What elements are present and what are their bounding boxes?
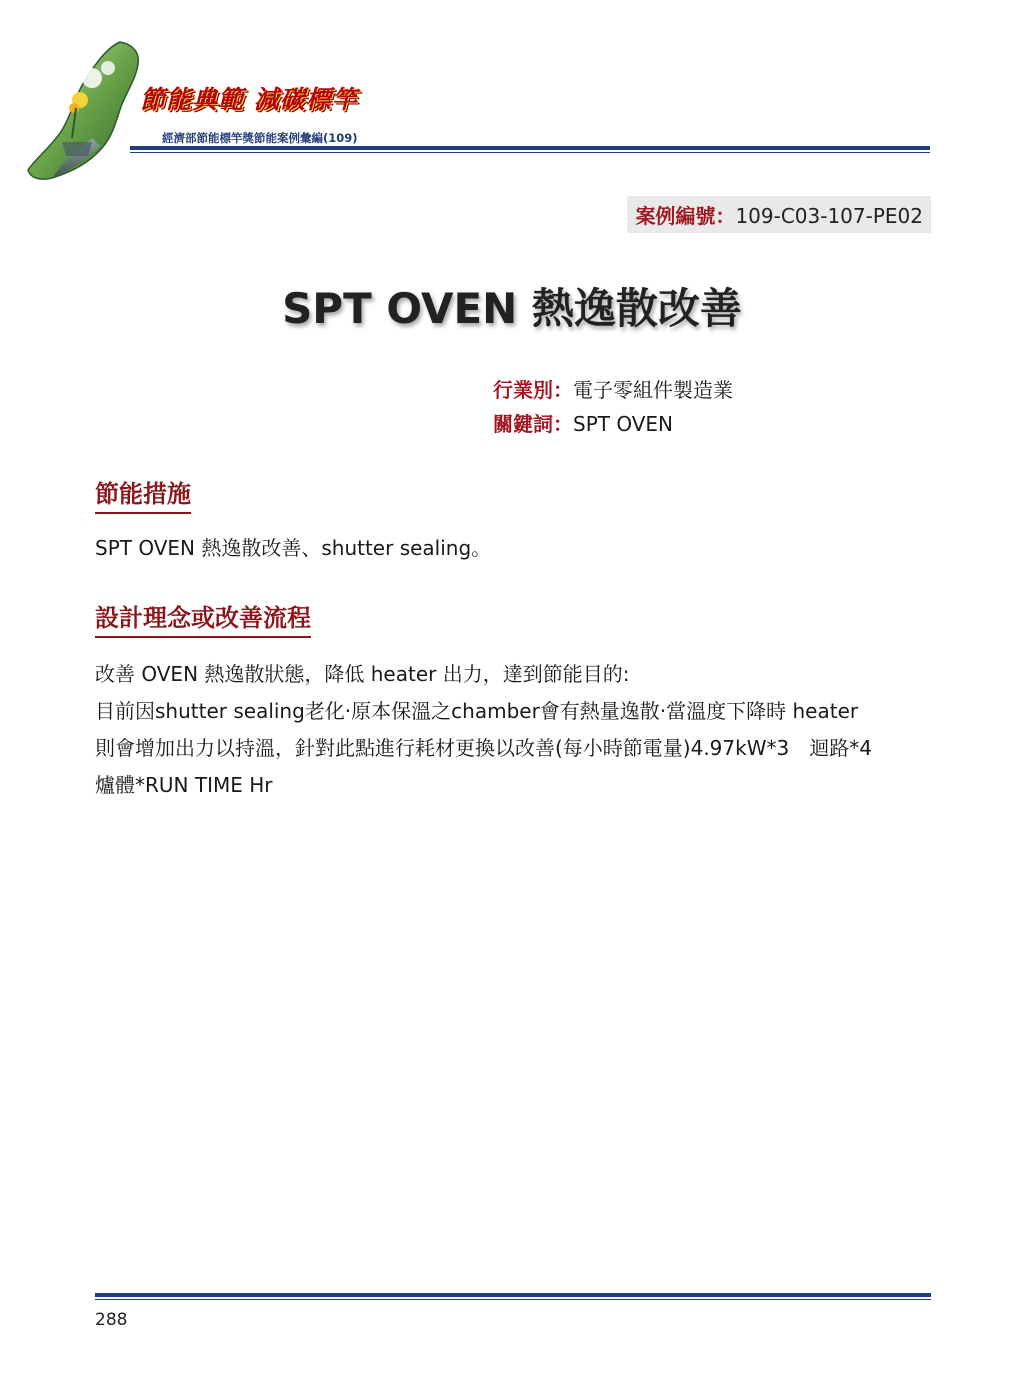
case-number-box	[627, 196, 931, 233]
design-line: 目前因shutter sealing老化‧原本保溫之chamber會有熱量逸散‧當溫度下降時 heater	[95, 699, 859, 723]
industry-value: 電子零組件製造業	[573, 378, 733, 402]
design-line: 爐體*RUN TIME Hr	[95, 773, 273, 797]
page-title: SPT OVEN 熱逸散改善	[282, 284, 742, 333]
measures-heading: 節能措施	[95, 474, 191, 514]
case-number-value: 109-C03-107-PE02	[735, 204, 923, 228]
keyword-value: SPT OVEN	[573, 412, 673, 436]
brand-subtitle: 經濟部節能標竿獎節能案例彙編(109)	[162, 131, 358, 145]
industry-row	[493, 374, 733, 403]
header-rule	[130, 146, 930, 150]
design-body	[95, 656, 931, 804]
footer-rule-thin	[95, 1299, 931, 1300]
footer-rule	[95, 1293, 931, 1297]
case-number-label: 案例編號：	[635, 204, 736, 228]
industry-label: 行業別：	[493, 378, 573, 402]
keyword-label: 關鍵詞：	[493, 412, 573, 436]
header-rule-thin	[130, 152, 930, 153]
brand-title: 節能典範 減碳標竿	[140, 85, 358, 114]
design-line: 改善 OVEN 熱逸散狀態，降低 heater 出力，達到節能目的:	[95, 662, 630, 686]
measures-text: SPT OVEN 熱逸散改善、shutter sealing。	[95, 536, 492, 560]
design-line: 則會增加出力以持溫，針對此點進行耗材更換以改善(每小時節電量)4.97kW*3 迴路*4	[95, 736, 872, 760]
keyword-row	[493, 408, 673, 437]
design-heading: 設計理念或改善流程	[95, 598, 311, 638]
page-number: 288	[95, 1310, 128, 1330]
